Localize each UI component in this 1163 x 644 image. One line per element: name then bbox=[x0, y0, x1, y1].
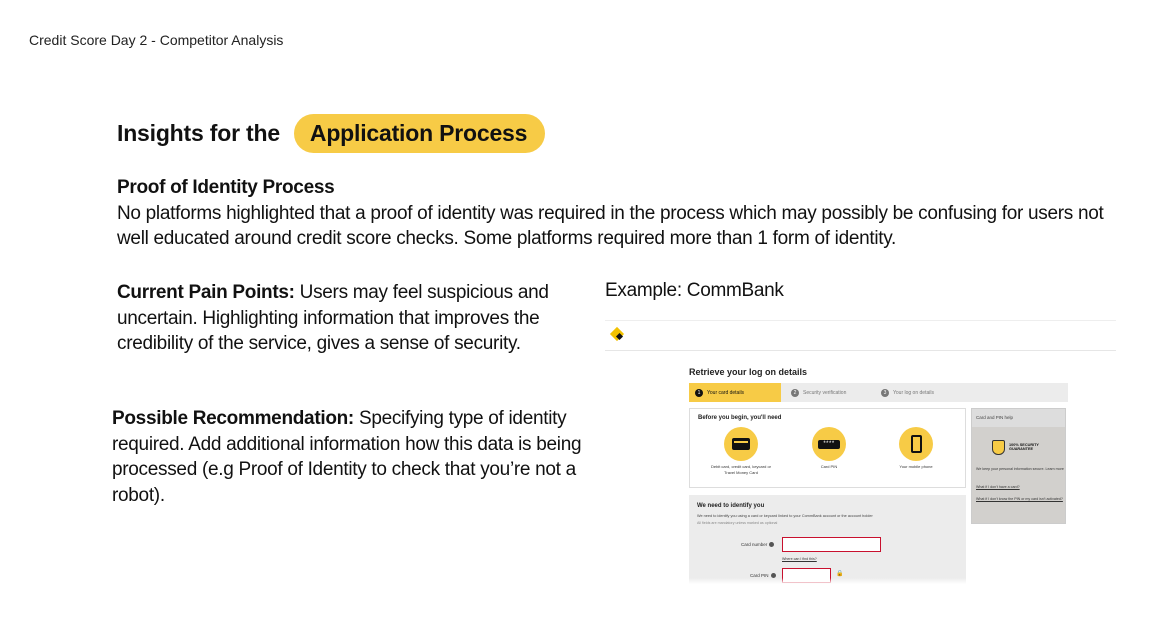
divider bbox=[605, 350, 1116, 351]
commbank-screenshot bbox=[605, 320, 1116, 584]
step-label: Your log on details bbox=[893, 389, 934, 396]
mandatory-note: All fields are mandatory unless marked as optional bbox=[697, 521, 778, 525]
proof-of-identity-section bbox=[117, 175, 1107, 252]
heading-highlight-pill: Application Process bbox=[294, 114, 545, 153]
pin-icon: **** bbox=[818, 440, 840, 449]
card-pin-help-panel bbox=[971, 408, 1066, 524]
heading-prefix: Insights for the bbox=[117, 120, 280, 146]
section-heading bbox=[117, 114, 545, 153]
step-number: 2 bbox=[791, 389, 799, 397]
pain-points-section bbox=[117, 280, 557, 357]
step-label: Security verification bbox=[803, 389, 847, 396]
need-label: Your mobile phone bbox=[899, 464, 933, 469]
help-link-no-card[interactable]: What if I don't have a card? bbox=[976, 485, 1020, 489]
identify-title: We need to identify you bbox=[697, 503, 765, 509]
progress-steps bbox=[689, 383, 1068, 402]
step-number: 3 bbox=[881, 389, 889, 397]
divider bbox=[605, 320, 1116, 321]
card-number-input[interactable] bbox=[782, 537, 881, 552]
before-you-begin-title: Before you begin, you'll need bbox=[698, 415, 782, 421]
pain-points-label: Current Pain Points: bbox=[117, 282, 295, 303]
retrieve-title: Retrieve your log on details bbox=[689, 367, 808, 377]
fade-edge bbox=[605, 578, 1116, 584]
before-you-begin-box bbox=[689, 408, 966, 488]
card-number-label: Card number bbox=[741, 542, 774, 547]
proof-title: Proof of Identity Process bbox=[117, 177, 335, 198]
need-label: Debit card, credit card, keycard or Travel Money Card bbox=[710, 464, 772, 475]
step-label: Your card details bbox=[707, 389, 745, 396]
recommendation-body: Specifying type of identity required. Add additional information how this data is being processed (e.g Proof of Identity to check that you’re not a robot). bbox=[112, 408, 582, 506]
card-icon bbox=[732, 438, 750, 450]
help-text: We keep your personal information secure. Learn more bbox=[976, 467, 1064, 471]
guarantee-text: 100% SECURITY GUARANTEE bbox=[1009, 443, 1039, 452]
recommendation-section bbox=[112, 406, 592, 508]
card-pin-label: Card PIN bbox=[750, 573, 776, 578]
need-label: Card PIN bbox=[820, 464, 838, 469]
security-guarantee-lock-icon bbox=[992, 440, 1005, 455]
example-label: Example: CommBank bbox=[605, 280, 784, 301]
need-pin bbox=[794, 427, 864, 470]
step-security-verification bbox=[781, 383, 873, 402]
document-title: Credit Score Day 2 - Competitor Analysis bbox=[29, 32, 284, 48]
step-your-card-details bbox=[689, 383, 781, 402]
identify-you-form bbox=[689, 495, 966, 584]
recommendation-label: Possible Recommendation: bbox=[112, 408, 354, 429]
need-phone bbox=[881, 427, 951, 470]
need-card bbox=[706, 427, 776, 475]
help-link-no-pin[interactable]: What if I don't know the PIN or my card isn't activated? bbox=[976, 497, 1063, 501]
lock-icon: 🔒 bbox=[836, 571, 844, 577]
step-your-log-on-details bbox=[873, 383, 993, 402]
info-icon bbox=[769, 542, 774, 547]
step-number: 1 bbox=[695, 389, 703, 397]
phone-icon bbox=[911, 435, 922, 453]
where-find-link[interactable]: Where can I find this? bbox=[782, 557, 817, 561]
proof-body: No platforms highlighted that a proof of identity was required in the process which may possibly be confusing for users not well educated around credit score checks. Some platforms required more than 1 form of identity. bbox=[117, 202, 1104, 249]
identify-subtitle: We need to identify you using a card or keycard linked to your CommBank account or the account holder bbox=[697, 514, 873, 518]
pain-points-body: Users may feel suspicious and uncertain. Highlighting information that improves the credibility of the service, gives a sense of security. bbox=[117, 282, 549, 354]
help-title: Card and PIN help bbox=[976, 415, 1014, 420]
